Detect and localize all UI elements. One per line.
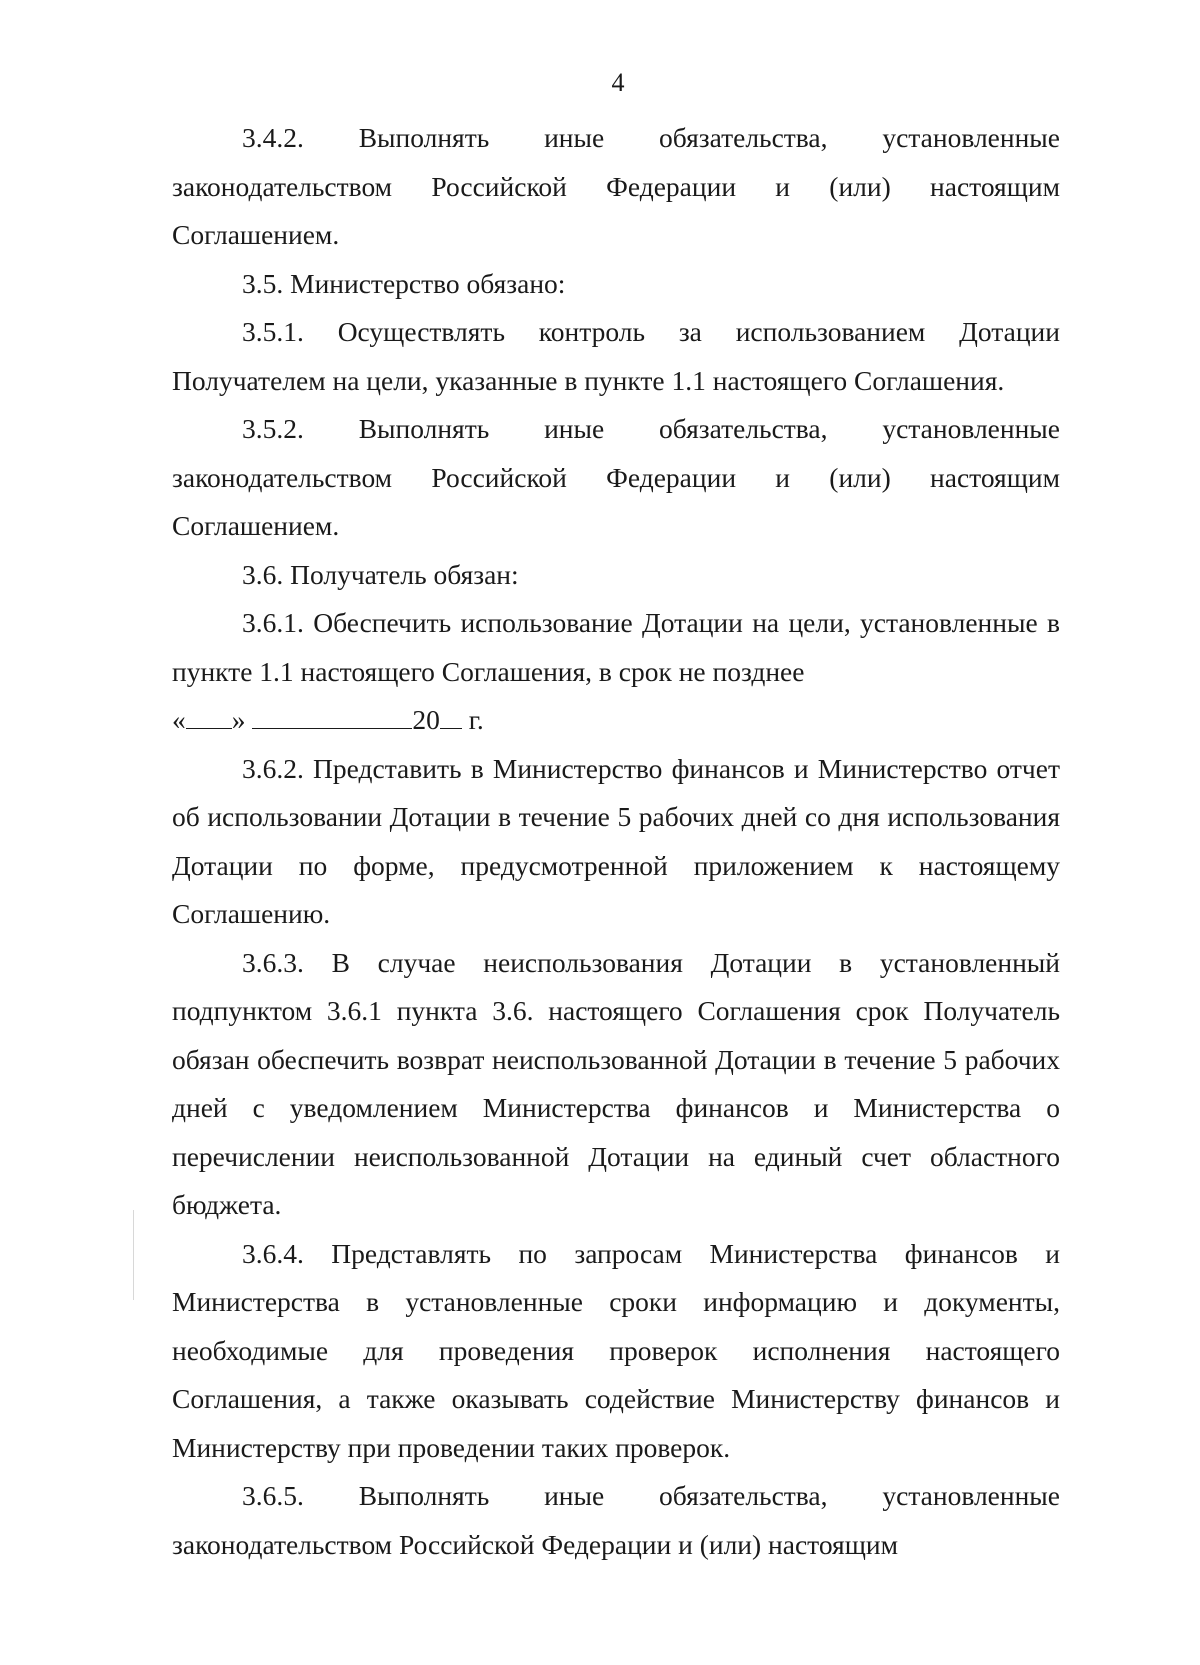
paragraph-3-6-3: 3.6.3. В случае неиспользования Дотации в установленный подпунктом 3.6.1 пункта 3.6. настоящего Соглашения срок Получатель обязан обеспечить возврат неиспользованной Дотации в течение 5 рабочих дней с уведомлением Министерства финансов и Министерства о перечислении неиспользованной Дотации на единый счет областного бюджета. bbox=[172, 946, 1060, 1220]
paragraph-3-6-5: 3.6.5. Выполнять иные обязательства, установленные законодательством Российской Федерации и (или) настоящим bbox=[172, 1480, 1060, 1560]
paragraph-3-5-2: 3.5.2. Выполнять иные обязательства, установленные законодательством Российской Федерации и (или) настоящим Соглашением. bbox=[172, 413, 1060, 541]
year-prefix: 20 bbox=[412, 704, 440, 735]
month-blank bbox=[252, 704, 412, 729]
document-body bbox=[172, 114, 1060, 1569]
year-suffix: г. bbox=[461, 704, 484, 735]
page-number: 4 bbox=[611, 68, 625, 97]
paragraph-3-6-1: 3.6.1. Обеспечить использование Дотации на цели, установленные в пункте 1.1 настоящего Соглашения, в срок не позднее bbox=[172, 607, 1060, 687]
paragraph-3-6-4: 3.6.4. Представлять по запросам Министерства финансов и Министерства в установленные сроки информацию и документы, необходимые для проведения проверок исполнения настоящего Соглашения, а также оказывать содействие Министерству финансов и Министерству при проведении таких проверок. bbox=[172, 1237, 1060, 1463]
day-blank bbox=[186, 704, 232, 729]
paragraph-3-4-2: 3.4.2. Выполнять иные обязательства, установленные законодательством Российской Федерации и (или) настоящим Соглашением. bbox=[172, 122, 1060, 250]
paragraph-3-5: 3.5. Министерство обязано: bbox=[242, 267, 566, 299]
paragraph-3-6: 3.6. Получатель обязан: bbox=[242, 558, 519, 590]
scan-edge-mark bbox=[133, 1210, 134, 1300]
close-quote: » bbox=[231, 704, 246, 735]
paragraph-3-6-2: 3.6.2. Представить в Министерство финансов и Министерство отчет об использовании Дотации в течение 5 рабочих дней со дня использования Дотации по форме, предусмотренной приложением к настоящему Соглашению. bbox=[172, 752, 1060, 929]
year-blank bbox=[440, 704, 462, 729]
paragraph-3-5-1: 3.5.1. Осуществлять контроль за использованием Дотации Получателем на цели, указанные в пункте 1.1 настоящего Соглашения. bbox=[172, 316, 1060, 396]
deadline-date-line bbox=[172, 696, 1060, 745]
open-quote: « bbox=[172, 704, 186, 735]
